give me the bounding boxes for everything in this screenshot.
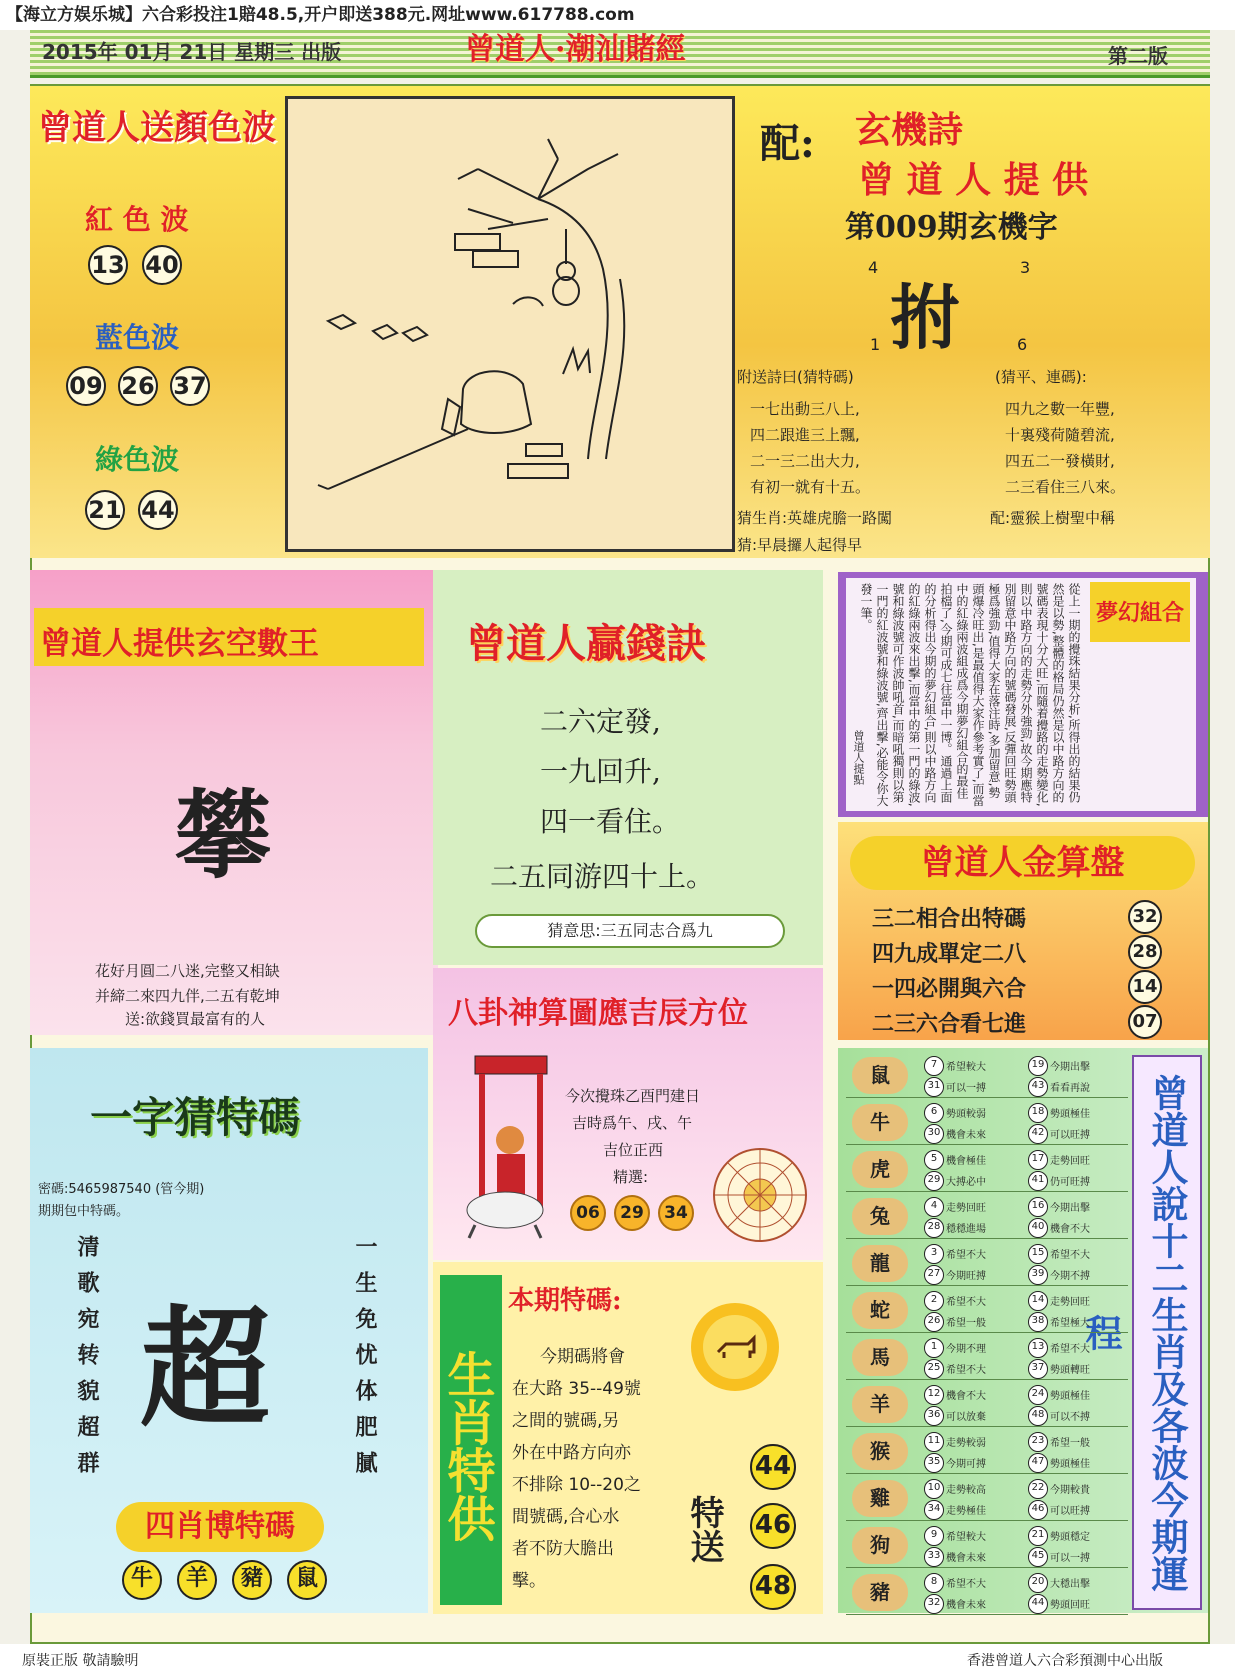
zodiac-number: 37: [1028, 1359, 1048, 1379]
win-line: 四一看住。: [540, 805, 681, 838]
zodiac-special-side-title: 生肖特供: [440, 1275, 502, 1605]
special-text-line: 不排除 10--20之: [512, 1475, 641, 1495]
zodiac-fortune: 仍可旺搏: [1050, 1177, 1090, 1188]
zodiac-number: 3: [924, 1244, 944, 1264]
zodiac-fortune: 可以旺搏: [1050, 1130, 1090, 1141]
zodiac-fortune: 勢頭轉旺: [1050, 1365, 1090, 1376]
zodiac-number: 8: [924, 1573, 944, 1593]
abacus-number: 32: [1128, 900, 1162, 934]
zodiac-number: 11: [924, 1432, 944, 1452]
zodiac-number: 31: [924, 1077, 944, 1097]
zodiac-fortune: 大搏必中: [946, 1177, 986, 1188]
zodiac-number: 45: [1028, 1547, 1048, 1567]
zodiac-number: 7: [924, 1056, 944, 1076]
red-ball-1: 13: [88, 245, 128, 285]
zodiac-fortune: 走勢極佳: [946, 1506, 986, 1517]
zodiac-number: 5: [924, 1150, 944, 1170]
bagua-ball-1: 06: [570, 1195, 606, 1231]
zodiac-row: [846, 1476, 1128, 1521]
zodiac-animal-icon: 龍: [852, 1245, 908, 1282]
kongshu-line: 送:欲錢買最富有的人: [125, 1010, 266, 1028]
blue-ball-3: 37: [170, 366, 210, 406]
four-zodiac-title: 四肖博特碼: [116, 1502, 324, 1552]
magic-title: 夢幻組合: [1090, 582, 1190, 642]
zodiac-row: [846, 1523, 1128, 1568]
zodiac-row: [846, 1147, 1128, 1192]
blue-wave-label: 藍色波: [95, 321, 180, 354]
zodiac-fortune: 希望不大: [946, 1365, 986, 1376]
bagua-line: 吉時爲午、戌、午: [572, 1114, 693, 1132]
special-number: 44: [750, 1444, 796, 1490]
zodiac-fortune: 機會不大: [946, 1391, 986, 1402]
zodiac-number: 24: [1028, 1385, 1048, 1405]
mystery-character: 拊: [890, 276, 960, 359]
zodiac-number: 22: [1028, 1479, 1048, 1499]
special-text-line: 間號碼,合心水: [512, 1507, 620, 1527]
zodiac-number: 30: [924, 1124, 944, 1144]
bagua-line: 吉位正西: [603, 1141, 664, 1159]
abacus-number: 14: [1128, 970, 1162, 1004]
poem-name: 玄機詩: [855, 109, 964, 151]
zodiac-fortune: 今期不理: [946, 1344, 986, 1355]
color-wave-title: 曾道人送顏色波: [38, 108, 276, 148]
four-zodiac-animal: 豬: [232, 1560, 272, 1600]
zodiac-number: 25: [924, 1359, 944, 1379]
zodiac-fortune: 可以放棄: [946, 1412, 986, 1423]
special-number: 46: [750, 1503, 796, 1549]
zodiac-fortune: 機會不大: [1050, 1224, 1090, 1235]
zodiac-number: 43: [1028, 1077, 1048, 1097]
zodiac-fortune: 走勢較弱: [946, 1438, 986, 1449]
zodiac-animal-icon: 雞: [852, 1480, 908, 1517]
special-text-line: 在大路 35--49號: [512, 1379, 641, 1399]
abacus-row: 二三六合看七進: [872, 1011, 1027, 1037]
zodiac-fortune: 大穩出擊: [1050, 1579, 1090, 1590]
zodiac-animal-icon: 馬: [852, 1339, 908, 1376]
match-hint: 配:靈猴上樹聖中稱: [990, 509, 1116, 527]
zodiac-number: 15: [1028, 1244, 1048, 1264]
zodiac-number: 4: [924, 1197, 944, 1217]
blue-ball-1: 09: [66, 366, 106, 406]
issue-date: 2015年 01月 21日 星期三 出版: [42, 40, 342, 64]
zodiac-number: 33: [924, 1547, 944, 1567]
zodiac-number: 38: [1028, 1312, 1048, 1332]
special-text-line: 擊。: [512, 1571, 546, 1591]
zodiac-fortune: 希望一般: [946, 1318, 986, 1329]
abacus-row: 四九成單定二八: [872, 941, 1027, 967]
blue-ball-2: 26: [118, 366, 158, 406]
zodiac-number: 19: [1028, 1056, 1048, 1076]
zodiac-fortune: 機會未來: [946, 1130, 986, 1141]
zodiac-fortune: 走勢回旺: [946, 1203, 986, 1214]
abacus-number: 28: [1128, 935, 1162, 969]
abacus-title: 曾道人金算盤: [850, 836, 1195, 890]
edition-label: 第二版: [1108, 44, 1168, 68]
zodiac-number: 21: [1028, 1526, 1048, 1546]
special-text-line: 今期碼將會: [540, 1347, 625, 1367]
zodiac-number: 9: [924, 1526, 944, 1546]
zodiac-animal-icon: 牛: [852, 1104, 908, 1141]
zodiac-number: 27: [924, 1265, 944, 1285]
zodiac-number: 42: [1028, 1124, 1048, 1144]
special-text-line: 外在中路方向亦: [512, 1443, 631, 1463]
zodiac-fortune: 勢頭穩定: [1050, 1532, 1090, 1543]
zodiac-number: 20: [1028, 1573, 1048, 1593]
special-number: 48: [750, 1564, 796, 1610]
zodiac-fortune: 今期出擊: [1050, 1062, 1090, 1073]
zodiac-number: 48: [1028, 1406, 1048, 1426]
zodiac-fortune: 勢頭極佳: [1050, 1459, 1090, 1470]
special-text-line: 之間的號碼,另: [512, 1411, 620, 1431]
guarantee-note: 期期包中特碼。: [38, 1204, 130, 1219]
digit-3: 3: [1020, 258, 1031, 277]
guess-left-column: 清歌宛转貌超群: [74, 1235, 100, 1487]
bagua-compass: [710, 1145, 810, 1245]
zodiac-number: 28: [924, 1218, 944, 1238]
kongshu-character: 攀: [175, 779, 271, 892]
abacus-row: 三二相合出特碼: [872, 906, 1027, 932]
footer-right: 香港曾道人六合彩預測中心出版: [967, 1653, 1163, 1669]
zodiac-special-heading: 本期特碼:: [508, 1286, 622, 1316]
footer-left: 原裝正版 敬請驗明: [22, 1653, 139, 1669]
zodiac-fortune: 希望一般: [1050, 1438, 1090, 1449]
guess-special-title: 一字猜特碼: [90, 1093, 301, 1142]
zodiac-number: 26: [924, 1312, 944, 1332]
zodiac-fortune: 今期較貴: [1050, 1485, 1090, 1496]
poem-right-line: 十裏殘荷隨碧流,: [1005, 426, 1115, 444]
zodiac-animal-icon: 羊: [852, 1386, 908, 1423]
zodiac-row: [846, 1241, 1128, 1286]
zodiac-special-flower: [688, 1300, 782, 1394]
win-title: 曾道人贏錢訣: [466, 620, 706, 667]
red-wave-label: 紅 色 波: [85, 203, 189, 236]
zodiac-number: 18: [1028, 1103, 1048, 1123]
zodiac-fortune: 勢頭極佳: [1050, 1109, 1090, 1120]
zodiac-number: 34: [924, 1500, 944, 1520]
zodiac-fortune: 希望不大: [1050, 1250, 1090, 1261]
poem-intro-right: (猜平、連碼):: [995, 368, 1087, 386]
magic-sign: 曾道人提點: [852, 730, 865, 785]
zodiac-fortune: 機會未來: [946, 1553, 986, 1564]
zodiac-fortune: 走勢回旺: [1050, 1297, 1090, 1308]
zodiac-animal-icon: 豬: [852, 1574, 908, 1611]
kongshu-line: 并締二來四九伴,二五有乾坤: [95, 987, 280, 1005]
zodiac-fortune: 希望不大: [946, 1579, 986, 1590]
guess-hint: 猜:早晨攞人起得早: [737, 536, 863, 554]
zodiac-row: [846, 1288, 1128, 1333]
zodiac-fortune: 可以一搏: [946, 1083, 986, 1094]
bagua-ball-2: 29: [614, 1195, 650, 1231]
warrior-figure: [455, 1050, 565, 1240]
zodiac-animal-icon: 狗: [852, 1527, 908, 1564]
newspaper-title: 曾道人·潮汕賭經: [465, 32, 686, 67]
win-hint: 猜意思:三五同志合爲九: [475, 914, 785, 948]
zodiac-fortune: 今期出擊: [1050, 1203, 1090, 1214]
zodiac-number: 41: [1028, 1171, 1048, 1191]
zodiac-number: 40: [1028, 1218, 1048, 1238]
zodiac-fortune: 可以一搏: [1050, 1553, 1090, 1564]
twelve-zodiac-side-title: 曾道人說十二生肖及各波今期運程: [1132, 1055, 1202, 1610]
zodiac-row: [846, 1382, 1128, 1427]
poem-left-line: 二一三二出大力,: [750, 452, 860, 470]
zodiac-number: 13: [1028, 1338, 1048, 1358]
zodiac-row: [846, 1100, 1128, 1145]
poem-right-line: 二三看住三八來。: [1005, 478, 1126, 496]
zodiac-number: 39: [1028, 1265, 1048, 1285]
zodiac-hint: 猜生肖:英雄虎膽一路闖: [737, 509, 893, 527]
zodiac-animal-icon: 虎: [852, 1151, 908, 1188]
zodiac-row: [846, 1194, 1128, 1239]
bagua-line: 今次攪珠乙酉門建日: [565, 1087, 701, 1105]
tree-gourd-drawing: [288, 99, 732, 549]
zodiac-row: [846, 1570, 1128, 1615]
zodiac-number: 14: [1028, 1291, 1048, 1311]
zodiac-fortune: 希望不大: [946, 1297, 986, 1308]
zodiac-fortune: 希望不大: [946, 1250, 986, 1261]
zodiac-fortune: 走勢回旺: [1050, 1156, 1090, 1167]
zodiac-fortune: 機會未來: [946, 1600, 986, 1611]
zodiac-number: 12: [924, 1385, 944, 1405]
zodiac-fortune: 可以旺搏: [1050, 1506, 1090, 1517]
zodiac-number: 32: [924, 1594, 944, 1614]
riddle-picture: [285, 96, 735, 552]
bagua-ball-3: 34: [658, 1195, 694, 1231]
zodiac-number: 35: [924, 1453, 944, 1473]
four-zodiac-animal: 牛: [122, 1560, 162, 1600]
zodiac-fortune: 看看再說: [1050, 1083, 1090, 1094]
zodiac-row: [846, 1335, 1128, 1380]
poem-prefix: 配:: [760, 120, 815, 167]
zodiac-animal-icon: 蛇: [852, 1292, 908, 1329]
special-send-label: 特送: [684, 1495, 724, 1563]
zodiac-row: [846, 1053, 1128, 1098]
zodiac-animal-icon: 兔: [852, 1198, 908, 1235]
four-zodiac-animal: 鼠: [287, 1560, 327, 1600]
poem-right-line: 四九之數一年豐,: [1005, 400, 1115, 418]
poem-right-line: 四五二一發橫財,: [1005, 452, 1115, 470]
poem-left-line: 有初一就有十五。: [750, 478, 871, 496]
win-line: 二六定發,: [540, 705, 661, 738]
zodiac-number: 36: [924, 1406, 944, 1426]
green-ball-2: 44: [138, 490, 178, 530]
zodiac-row: [846, 1429, 1128, 1474]
abacus-number: 07: [1128, 1005, 1162, 1039]
zodiac-number: 29: [924, 1171, 944, 1191]
poem-left-line: 四二跟進三上飄,: [750, 426, 860, 444]
digit-1: 1: [870, 335, 881, 354]
red-ball-2: 40: [142, 245, 182, 285]
bagua-title: 八卦神算圖應吉辰方位: [448, 996, 748, 1031]
zodiac-fortune: 今期不搏: [1050, 1271, 1090, 1282]
guess-character: 超: [140, 1292, 271, 1445]
kongshu-line: 花好月圓二八迷,完整又相缺: [95, 962, 280, 980]
zodiac-fortune: 希望較大: [946, 1062, 986, 1073]
zodiac-number: 1: [924, 1338, 944, 1358]
zodiac-number: 2: [924, 1291, 944, 1311]
abacus-row: 一四必開與六合: [872, 976, 1027, 1002]
zodiac-fortune: 可以不搏: [1050, 1412, 1090, 1423]
zodiac-number: 23: [1028, 1432, 1048, 1452]
zodiac-animal-icon: 猴: [852, 1433, 908, 1470]
digit-6: 6: [1017, 335, 1028, 354]
win-line: 二五同游四十上。: [490, 860, 715, 893]
zodiac-fortune: 機會極佳: [946, 1156, 986, 1167]
zodiac-fortune: 勢頭較弱: [946, 1109, 986, 1120]
green-ball-1: 21: [85, 490, 125, 530]
poem-provider: 曾 道 人 提 供: [858, 159, 1089, 201]
zodiac-fortune: 穩穩進場: [946, 1224, 986, 1235]
zodiac-number: 10: [924, 1479, 944, 1499]
poem-intro-left: 附送詩曰(猜特碼): [737, 368, 854, 386]
zodiac-number: 46: [1028, 1500, 1048, 1520]
digit-4: 4: [868, 258, 879, 277]
zodiac-fortune: 今期可搏: [946, 1459, 986, 1470]
guess-right-column: 一生免忧体肥膩: [352, 1235, 378, 1487]
zodiac-animal-icon: 鼠: [852, 1057, 908, 1094]
zodiac-fortune: 希望不大: [1050, 1344, 1090, 1355]
secret-code: 密碼:5465987540 (管今期): [38, 1182, 205, 1197]
poem-left-line: 一七出動三八上,: [750, 400, 860, 418]
bagua-line: 精選:: [613, 1168, 649, 1186]
zodiac-number: 6: [924, 1103, 944, 1123]
zodiac-fortune: 今期旺搏: [946, 1271, 986, 1282]
zodiac-fortune: 走勢較高: [946, 1485, 986, 1496]
kongshu-title: 曾道人提供玄空數王: [34, 608, 424, 666]
zodiac-number: 47: [1028, 1453, 1048, 1473]
promo-banner: 【海立方娱乐城】六合彩投注1賠48.5,开户即送388元.网址www.617788.com: [0, 0, 1235, 30]
zodiac-fortune: 希望極大: [1050, 1318, 1090, 1329]
green-wave-label: 綠色波: [95, 443, 180, 476]
special-text-line: 者不防大膽出: [512, 1539, 614, 1559]
zodiac-number: 44: [1028, 1594, 1048, 1614]
poem-period: 第009期玄機字: [845, 210, 1058, 245]
four-zodiac-animal: 羊: [177, 1560, 217, 1600]
magic-text: 從上一期的攪珠結果分析,所得出的結果仍然是以勢,整體的格局仍然是以中路方向的號碼表現十分大旺,而隨着攪路的走勢變化,則以中路方向的走勢分外強勁,故今期應特別留意中路方向的號碼發展,反彈回旺勢頭極爲強勁,值得大家在落注時,多加留意,勢頭爆冷旺出,是最值得大家作參考實了,而當中的紅綠兩波組成爲今期夢幻組合的最佳拍檔了,今期可成七往當中一博。通過上面的分析得出今期的夢幻組合,則以中路方向的紅綠兩波來出擊,而當中的第一門的綠波,號和綠波號可作波帥吼首,而暗吼獨則以第一門的紅波號和綠波號,齊出擊,必能令你大發一筆。: [859, 583, 1081, 807]
win-line: 一九回升,: [540, 755, 661, 788]
zodiac-fortune: 勢頭回旺: [1050, 1600, 1090, 1611]
zodiac-number: 17: [1028, 1150, 1048, 1170]
zodiac-number: 16: [1028, 1197, 1048, 1217]
zodiac-fortune: 希望較大: [946, 1532, 986, 1543]
zodiac-fortune: 勢頭極佳: [1050, 1391, 1090, 1402]
